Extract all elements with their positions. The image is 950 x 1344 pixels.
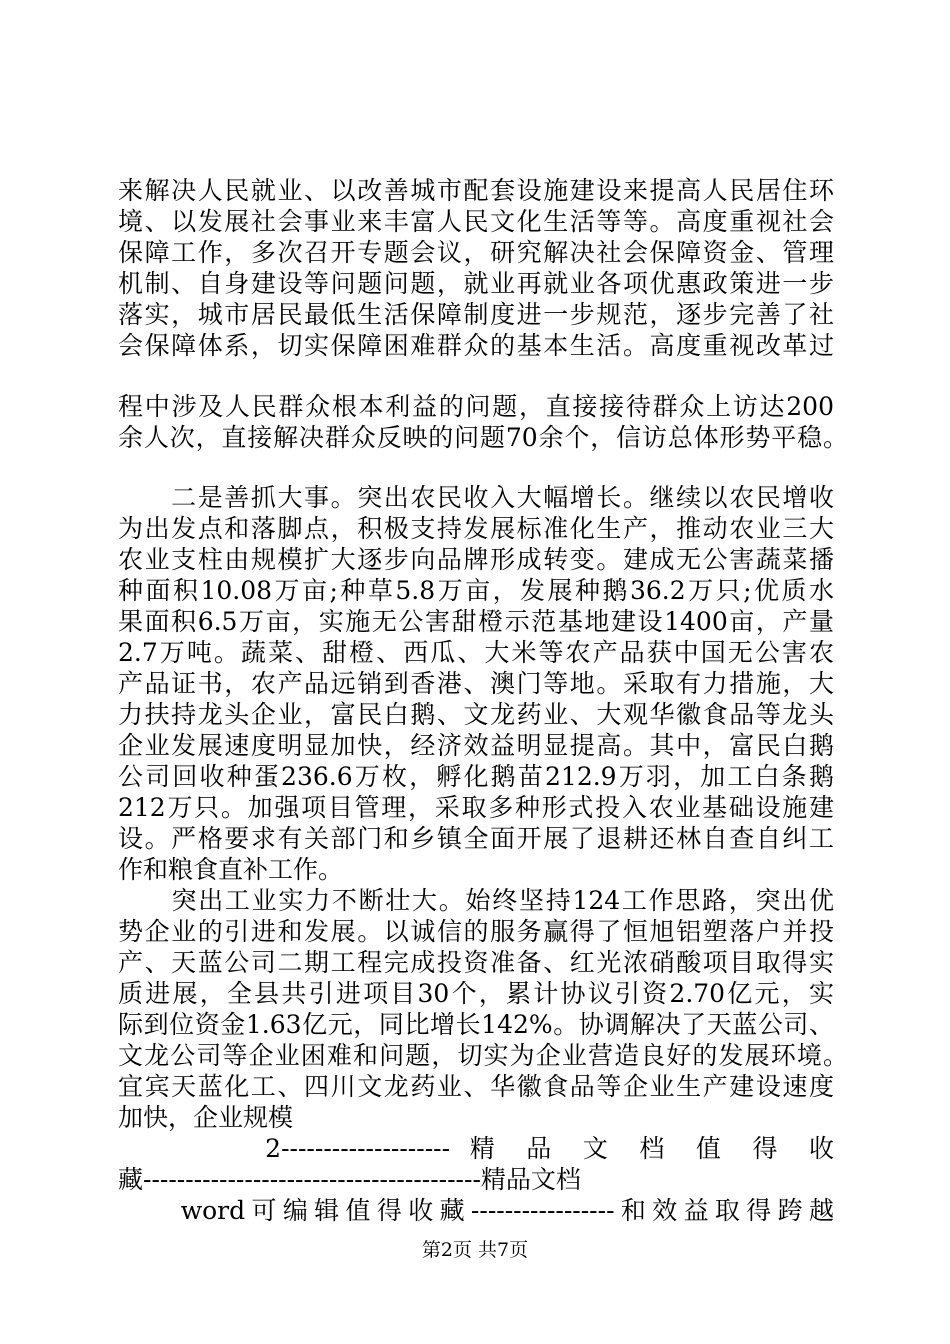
- text-line: 2.7万吨。蔬菜、甜橙、西瓜、大米等农产品获中国无公害农: [118, 638, 834, 667]
- watermark-line: word可编辑值得收藏-----------------和效益取得跨越: [118, 1196, 834, 1225]
- text-line: 程中涉及人民群众根本利益的问题，直接接待群众上访达200: [118, 392, 834, 421]
- text-line: 机制、自身建设等问题问题，就业再就业各项优惠政策进一步: [118, 269, 834, 298]
- text-line: 二是善抓大事。突出农民收入大幅增长。继续以农民增收: [118, 483, 834, 512]
- text-line: 势企业的引进和发展。以诚信的服务赢得了恒旭铝塑落户并投: [118, 917, 834, 946]
- text-line: 质进展，全县共引进项目30个，累计协议引资2.70亿元，实: [118, 979, 834, 1008]
- text-line: 种面积10.08万亩;种草5.8万亩，发展种鹅36.2万只;优质水: [118, 576, 834, 605]
- watermark-line: 2-------------------- 精 品 文 档 值 得 收: [118, 1134, 834, 1163]
- text-line: 农业支柱由规模扩大逐步向品牌形成转变。建成无公害蔬菜播: [118, 545, 834, 574]
- text-line: 落实，城市居民最低生活保障制度进一步规范，逐步完善了社: [118, 300, 834, 329]
- text-line: 境、以发展社会事业来丰富人民文化生活等等。高度重视社会: [118, 207, 834, 236]
- text-line: 企业发展速度明显加快，经济效益明显提高。其中，富民白鹅: [118, 731, 834, 760]
- text-line: 宜宾天蓝化工、四川文龙药业、华徽食品等企业生产建设速度: [118, 1072, 834, 1101]
- text-line: 为出发点和落脚点，积极支持发展标准化生产，推动农业三大: [118, 514, 834, 543]
- text-line: 会保障体系，切实保障困难群众的基本生活。高度重视改革过: [118, 331, 834, 360]
- page-number-footer: 第2页 共7页: [421, 1239, 529, 1261]
- text-line: 作和粮食直补工作。: [118, 855, 344, 884]
- text-line: 来解决人民就业、以改善城市配套设施建设来提高人民居住环: [118, 176, 834, 205]
- text-line: 产、天蓝公司二期工程完成投资准备、红光浓硝酸项目取得实: [118, 948, 834, 977]
- text-line: 212万只。加强项目管理，采取多种形式投入农业基础设施建: [118, 793, 834, 822]
- text-line: 产品证书，农产品远销到香港、澳门等地。采取有力措施，大: [118, 669, 834, 698]
- text-line: 果面积6.5万亩，实施无公害甜橙示范基地建设1400亩，产量: [118, 607, 834, 636]
- watermark-line: 藏----------------------------------------精品文档: [118, 1165, 581, 1194]
- text-line: 文龙公司等企业困难和问题，切实为企业营造良好的发展环境。: [118, 1041, 848, 1070]
- text-line: 加快，企业规模: [118, 1103, 294, 1132]
- text-line: 余人次，直接解决群众反映的问题70余个，信访总体形势平稳。: [118, 423, 848, 452]
- text-line: 公司回收种蛋236.6万枚，孵化鹅苗212.9万羽，加工白条鹅: [118, 762, 834, 791]
- text-line: 保障工作，多次召开专题会议，研究解决社会保障资金、管理: [118, 238, 834, 267]
- text-line: 设。严格要求有关部门和乡镇全面开展了退耕还林自查自纠工: [118, 824, 834, 853]
- text-line: 际到位资金1.63亿元，同比增长142%。协调解决了天蓝公司、: [118, 1010, 834, 1039]
- text-line: 突出工业实力不断壮大。始终坚持124工作思路，突出优: [118, 886, 834, 915]
- text-line: 力扶持龙头企业，富民白鹅、文龙药业、大观华徽食品等龙头: [118, 700, 834, 729]
